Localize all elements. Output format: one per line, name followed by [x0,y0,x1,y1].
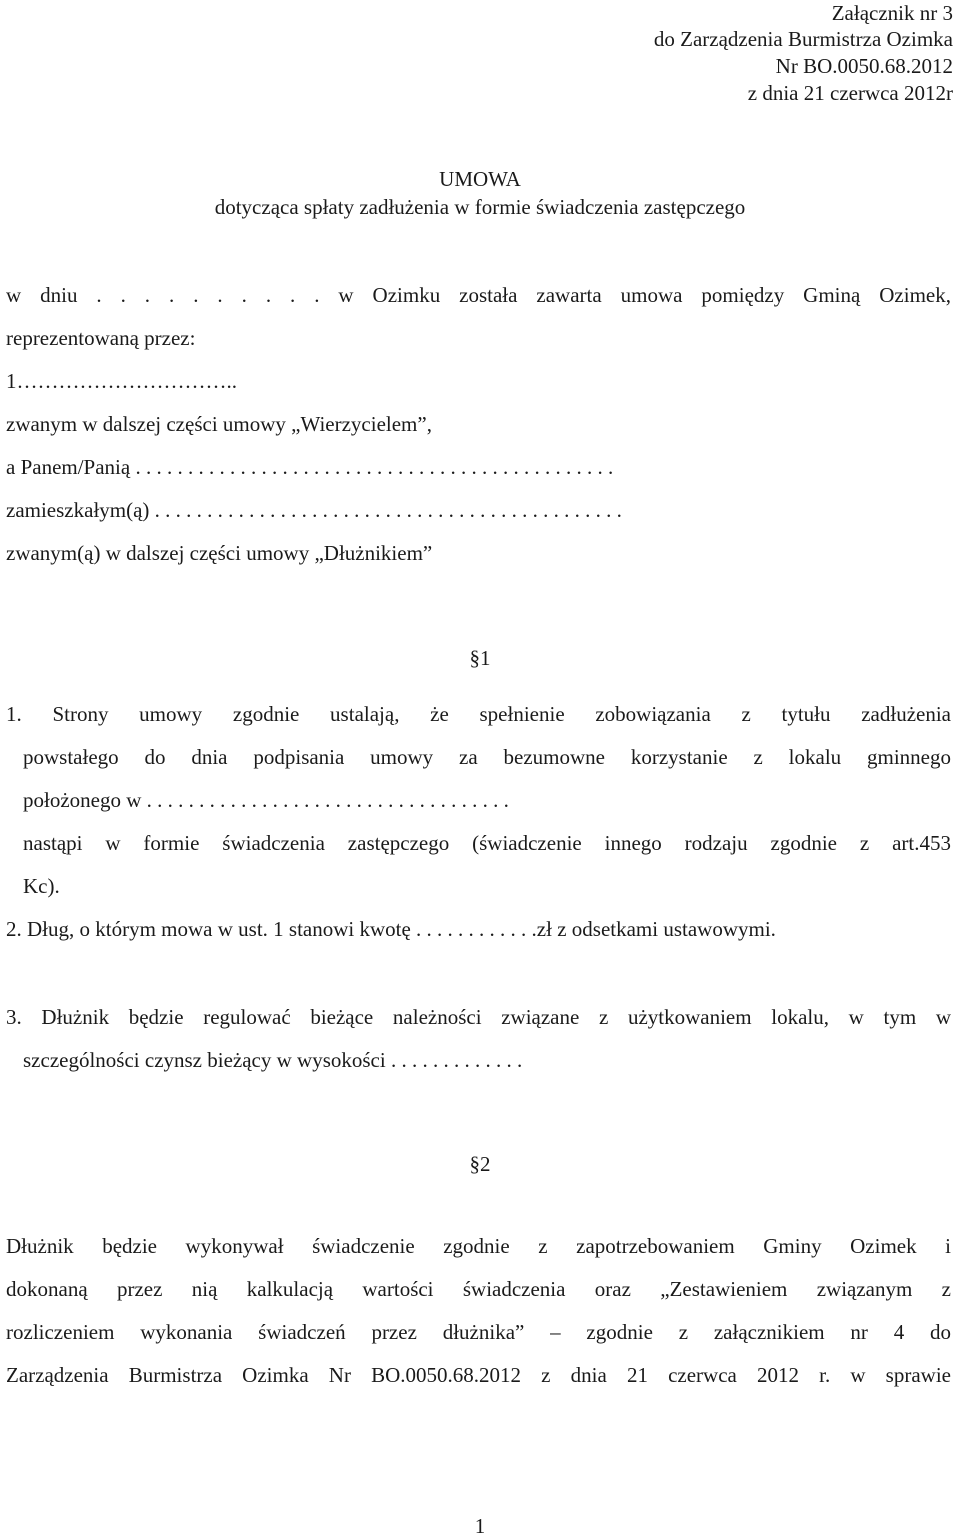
ordinance-date: z dnia 21 czerwca 2012r [747,81,953,105]
section-1-p1-line-4: nastąpi w formie świadczenia zastępczego (świadczenie innego rodzaju zgodnie z art.453 [23,831,951,855]
section-1-p1-line-2: powstałego do dnia podpisania umowy za bezumowne korzystanie z lokalu gminnego [23,745,951,769]
section-2-line-1: Dłużnik będzie wykonywał świadczenie zgodnie z zapotrzebowaniem Gminy Ozimek i [6,1234,951,1258]
document-subtitle: dotycząca spłaty zadłużenia w formie świadczenia zastępczego [214,195,746,219]
section-1-heading: §1 [469,646,491,670]
section-2-line-4: Zarządzenia Burmistrza Ozimka Nr BO.0050.68.2012 z dnia 21 czerwca 2012 r. w sprawie [6,1363,951,1387]
intro-line-6: zamieszkałym(ą) . . . . . . . . . . . . . . . . . . . . . . . . . . . . . . . . . . . . . . . . . . . . . [6,498,622,522]
intro-line-5: a Panem/Panią . . . . . . . . . . . . . . . . . . . . . . . . . . . . . . . . . . . . . . . . . . . . . . [6,455,614,479]
section-2-heading: §2 [469,1152,491,1176]
intro-line-3: 1………………………….. [6,369,237,393]
document-title: UMOWA [439,167,521,191]
section-1-p3-line-2: szczególności czynsz bieżący w wysokości . . . . . . . . . . . . . [23,1048,523,1072]
section-1-p3-line-1: 3. Dłużnik będzie regulować bieżące należności związane z użytkowaniem lokalu, w tym w [6,1005,951,1029]
section-1-p1-line-3: położonego w . . . . . . . . . . . . . . . . . . . . . . . . . . . . . . . . . . . [23,788,509,812]
attachment-label: Załącznik nr 3 [831,1,953,25]
section-1-p1-line-1: 1. Strony umowy zgodnie ustalają, że spełnienie zobowiązania z tytułu zadłużenia [6,702,951,726]
section-2-line-2: dokonaną przez nią kalkulacją wartości świadczenia oraz „Zestawieniem związanym z [6,1277,951,1301]
section-2-line-3: rozliczeniem wykonania świadczeń przez dłużnika” – zgodnie z załącznikiem nr 4 do [6,1320,951,1344]
section-1-p1-line-5: Kc). [23,874,60,898]
section-1-p2: 2. Dług, o którym mowa w ust. 1 stanowi kwotę . . . . . . . . . . . .zł z odsetkami ustawowymi. [6,917,776,941]
ordinance-number: Nr BO.0050.68.2012 [775,54,953,78]
intro-line-4: zwanym w dalszej części umowy „Wierzycielem”, [6,412,432,436]
ordinance-label: do Zarządzenia Burmistrza Ozimka [653,27,953,51]
page-number: 1 [474,1514,486,1538]
intro-line-1: w dniu . . . . . . . . . . w Ozimku została zawarta umowa pomiędzy Gminą Ozimek, [6,283,951,307]
intro-line-2: reprezentowaną przez: [6,326,196,350]
intro-line-7: zwanym(ą) w dalszej części umowy „Dłużnikiem” [6,541,433,565]
